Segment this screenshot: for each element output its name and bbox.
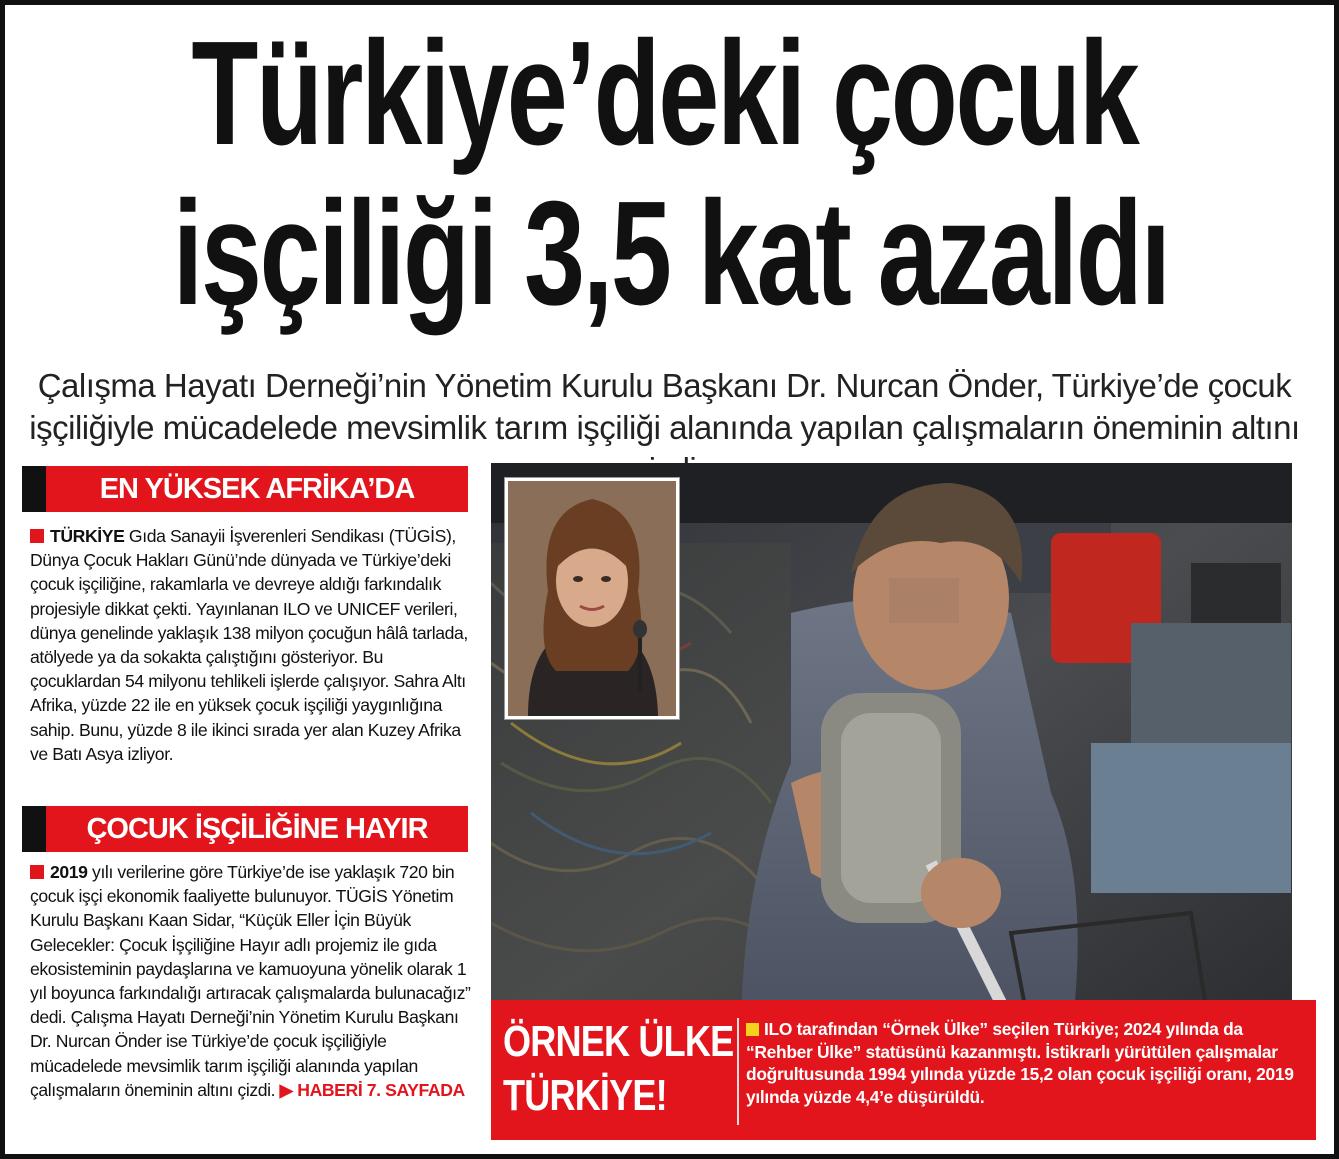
- ornek-ulke-title: [503, 1015, 734, 1123]
- ornek-title-line-2: TÜRKİYE!: [503, 1071, 667, 1120]
- headline-line-2: işçiliği 3,5 kat azaldı: [172, 171, 1169, 336]
- section-heading-2: ÇOCUK İŞÇİLİĞİNE HAYIR: [86, 813, 428, 845]
- section-heading-bar-1: [22, 466, 468, 512]
- article-column-2: [30, 860, 475, 1102]
- red-square-bullet-icon: [30, 865, 44, 879]
- yellow-square-bullet-icon: [746, 1023, 759, 1036]
- ornek-title-line-1: ÖRNEK ÜLKE: [503, 1017, 734, 1066]
- section-heading-1: EN YÜKSEK AFRİKA’DA: [99, 473, 415, 505]
- article-body-1: Gıda Sanayii İşverenleri Sendikası (TÜGİS), Dünya Çocuk Hakları Günü’nde dünyada ve Türkiye’deki çocuk işçiliğine, rakamlarla ve devreye aldığı farkındalık projesiyle dikkat çekti. Yayınlanan ILO ve UNICEF verileri, dünya genelinde yaklaşık 138 milyon çocuğun hâlâ tarlada, atölyede ya da sokakta çalıştığını gösteriyor. Bu çocuklardan 54 milyonu tehlikeli işlerde çalışıyor. Sahra Altı Afrika, yüzde 22 ile en yüksek çocuk işçiliği yaygınlığına sahip. Bunu, yüzde 8 ile ikinci sırada yer alan Kuzey Afrika ve Batı Asya izliyor.: [30, 526, 468, 764]
- lead-word-1: TÜRKİYE: [50, 526, 125, 546]
- divider: [737, 1018, 739, 1125]
- red-square-bullet-icon: [30, 529, 44, 543]
- lead-word-2: 2019: [50, 862, 88, 882]
- ornek-body: ILO tarafından “Örnek Ülke” seçilen Türkiye; 2024 yılında da “Rehber Ülke” statüsünü kazanmıştı. İstikrarlı yürütülen çalışmalar doğrultusunda 1994 yılında yüzde 15,2 olan çocuk işçiliği oranı, 2019 yılında yüzde 4,4’e düşürüldü.: [746, 1019, 1294, 1107]
- headline-line-1: Türkiye’deki çocuk: [191, 11, 1138, 176]
- continued-link[interactable]: ▶ HABERİ 7. SAYFADA: [279, 1079, 465, 1100]
- ornek-ulke-text: [746, 1018, 1301, 1108]
- heading-accent-block: [22, 466, 46, 512]
- section-heading-bar-2: [22, 806, 468, 852]
- article-column-1: [30, 524, 475, 766]
- portrait-illustration: [508, 481, 676, 716]
- subtitle: Çalışma Hayatı Derneği’nin Yönetim Kurulu Başkanı Dr. Nurcan Önder, Türkiye’de çocuk işçiliğiyle mücadelede mevsimlik tarım işçiliği alanında yapılan çalışmaların öneminin altını: [29, 367, 1300, 446]
- portrait-inset-photo: [505, 478, 679, 719]
- heading-accent-block: [22, 806, 46, 852]
- article-body-2: yılı verilerine göre Türkiye’de ise yaklaşık 720 bin çocuk işçi ekonomik faaliyette bulunuyor. TÜGİS Yönetim Kurulu Başkanı Kaan Sidar, “Küçük Eller İçin Büyük Gelecekler: Çocuk İşçiliğine Hayır adlı projemiz ile gıda ekosisteminin paydaşlarına ve kamuoyuna yönelik olarak 1 yıl boyunca farkındalığı artıracak çalışmalarda bulunacağız” dedi. Çalışma Hayatı Derneği’nin Yönetim Kurulu Başkanı Dr. Nurcan Önder ise Türkiye’de çocuk işçiliğiyle mücadelede mevsimlik tarım işçiliği alanında yapılan çalışmaların öneminin altını çizdi.: [30, 862, 471, 1100]
